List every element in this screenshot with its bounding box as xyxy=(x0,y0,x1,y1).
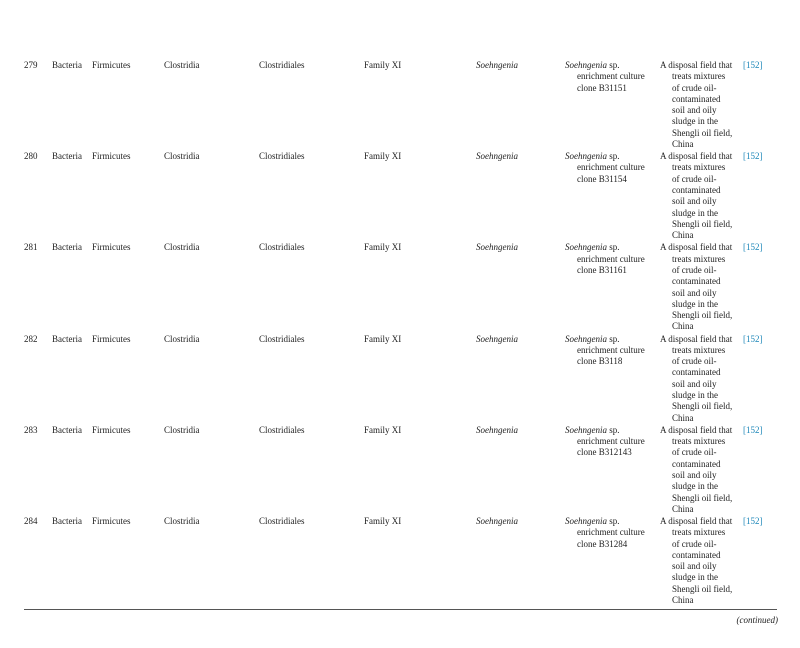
species-suffix: sp. xyxy=(607,424,620,435)
species-line xyxy=(565,151,645,162)
species-line xyxy=(565,242,645,253)
table-row xyxy=(0,242,800,332)
phylum-cell: Firmicutes xyxy=(92,424,131,435)
source-line: treats mixtures xyxy=(672,527,726,538)
source-line: of crude oil- xyxy=(672,447,717,458)
source-line: soil and oily xyxy=(672,287,717,298)
species-cell xyxy=(565,151,645,185)
species-suffix: sp. xyxy=(607,333,620,344)
order-cell: Clostridiales xyxy=(259,424,305,435)
species-line: clone B31161 xyxy=(577,264,627,275)
species-line: enrichment culture xyxy=(577,253,645,264)
source-line: contaminated xyxy=(672,458,721,469)
source-line: of crude oil- xyxy=(672,356,717,367)
source-cell xyxy=(660,60,740,150)
source-line: treats mixtures xyxy=(672,344,726,355)
source-line: Shengli oil field, xyxy=(672,310,733,321)
table-bottom-rule xyxy=(24,609,777,610)
species-genus: Soehngenia xyxy=(565,333,607,344)
species-genus: Soehngenia xyxy=(565,242,607,253)
species-genus: Soehngenia xyxy=(565,516,607,526)
genus-cell: Soehngenia xyxy=(476,60,518,70)
order-cell: Clostridiales xyxy=(259,60,305,70)
species-cell xyxy=(565,242,645,276)
source-line: sludge in the xyxy=(672,572,718,583)
class-cell: Clostridia xyxy=(164,151,200,162)
species-genus: Soehngenia xyxy=(565,424,607,435)
table-row xyxy=(0,60,800,150)
row-number: 281 xyxy=(24,242,38,253)
source-line: China xyxy=(672,503,694,514)
source-line: sludge in the xyxy=(672,207,718,218)
source-line: treats mixtures xyxy=(672,71,726,82)
source-line: treats mixtures xyxy=(672,162,726,173)
phylum-cell: Firmicutes xyxy=(92,60,131,70)
family-cell: Family XI xyxy=(364,242,402,253)
reference-link[interactable]: [152] xyxy=(743,333,763,344)
genus-cell: Soehngenia xyxy=(476,151,518,162)
source-line: contaminated xyxy=(672,276,721,287)
phylum-cell: Firmicutes xyxy=(92,242,131,253)
reference-link[interactable]: [152] xyxy=(743,424,763,435)
order-cell: Clostridiales xyxy=(259,242,305,253)
row-number: 283 xyxy=(24,424,38,435)
source-line: China xyxy=(672,230,694,241)
source-line: of crude oil- xyxy=(672,538,717,549)
continued-note: (continued) xyxy=(736,615,778,625)
row-number: 282 xyxy=(24,333,38,344)
order-cell: Clostridiales xyxy=(259,151,305,162)
species-line: clone B31151 xyxy=(577,82,627,93)
class-cell: Clostridia xyxy=(164,242,200,253)
species-line: enrichment culture xyxy=(577,162,645,173)
source-line: soil and oily xyxy=(672,469,717,480)
row-number: 280 xyxy=(24,151,38,162)
domain-cell: Bacteria xyxy=(52,424,82,435)
order-cell: Clostridiales xyxy=(259,516,305,526)
class-cell: Clostridia xyxy=(164,516,200,526)
source-line: sludge in the xyxy=(672,390,718,401)
reference-link[interactable]: [152] xyxy=(743,516,763,526)
reference-link[interactable]: [152] xyxy=(743,60,763,70)
table-row xyxy=(0,334,800,424)
domain-cell: Bacteria xyxy=(52,242,82,253)
source-line: China xyxy=(672,321,694,332)
species-line: enrichment culture xyxy=(577,344,645,355)
species-line xyxy=(565,60,645,71)
family-cell: Family XI xyxy=(364,151,402,162)
species-cell xyxy=(565,334,645,368)
source-line: soil and oily xyxy=(672,105,717,116)
family-cell: Family XI xyxy=(364,60,402,70)
source-line: of crude oil- xyxy=(672,264,717,275)
source-cell xyxy=(660,425,740,515)
source-line: A disposal field that xyxy=(660,151,733,162)
class-cell: Clostridia xyxy=(164,424,200,435)
source-line: Shengli oil field, xyxy=(672,127,733,138)
table-row xyxy=(0,516,800,606)
species-line: clone B31154 xyxy=(577,173,627,184)
source-line: A disposal field that xyxy=(660,333,733,344)
source-line: sludge in the xyxy=(672,116,718,127)
table-row xyxy=(0,425,800,515)
row-number: 284 xyxy=(24,516,38,526)
species-line: clone B31284 xyxy=(577,538,628,549)
source-line: China xyxy=(672,139,694,150)
reference-link[interactable]: [152] xyxy=(743,151,763,162)
source-line: Shengli oil field, xyxy=(672,401,733,412)
source-line: of crude oil- xyxy=(672,173,717,184)
source-line: soil and oily xyxy=(672,561,717,572)
source-line: A disposal field that xyxy=(660,424,733,435)
domain-cell: Bacteria xyxy=(52,60,82,70)
genus-cell: Soehngenia xyxy=(476,333,518,344)
family-cell: Family XI xyxy=(364,516,402,526)
species-suffix: sp. xyxy=(607,151,620,162)
family-cell: Family XI xyxy=(364,333,402,344)
source-line: sludge in the xyxy=(672,298,718,309)
species-line: enrichment culture xyxy=(577,71,645,82)
species-suffix: sp. xyxy=(607,242,620,253)
phylum-cell: Firmicutes xyxy=(92,516,131,526)
source-line: contaminated xyxy=(672,549,721,560)
species-line: clone B3118 xyxy=(577,356,623,367)
source-line: Shengli oil field, xyxy=(672,218,733,229)
phylum-cell: Firmicutes xyxy=(92,151,131,162)
species-line: enrichment culture xyxy=(577,436,645,447)
source-line: contaminated xyxy=(672,367,721,378)
order-cell: Clostridiales xyxy=(259,333,305,344)
family-cell: Family XI xyxy=(364,424,402,435)
species-line xyxy=(565,425,645,436)
domain-cell: Bacteria xyxy=(52,333,82,344)
source-line: A disposal field that xyxy=(660,242,733,253)
row-number: 279 xyxy=(24,60,38,70)
source-line: soil and oily xyxy=(672,378,717,389)
genus-cell: Soehngenia xyxy=(476,242,518,253)
species-line xyxy=(565,334,645,345)
source-line: soil and oily xyxy=(672,196,717,207)
species-cell xyxy=(565,425,645,459)
source-line: treats mixtures xyxy=(672,436,726,447)
reference-link[interactable]: [152] xyxy=(743,242,763,253)
species-suffix: sp. xyxy=(607,60,620,70)
source-line: sludge in the xyxy=(672,481,718,492)
species-cell xyxy=(565,516,645,550)
species-genus: Soehngenia xyxy=(565,151,607,162)
source-line: contaminated xyxy=(672,93,721,104)
domain-cell: Bacteria xyxy=(52,151,82,162)
species-genus: Soehngenia xyxy=(565,60,607,70)
domain-cell: Bacteria xyxy=(52,516,82,526)
source-line: A disposal field that xyxy=(660,516,733,526)
species-suffix: sp. xyxy=(607,516,620,526)
species-cell xyxy=(565,60,645,94)
genus-cell: Soehngenia xyxy=(476,424,518,435)
source-line: A disposal field that xyxy=(660,60,733,70)
source-line: treats mixtures xyxy=(672,253,726,264)
source-cell xyxy=(660,334,740,424)
class-cell: Clostridia xyxy=(164,333,200,344)
source-cell xyxy=(660,151,740,241)
source-line: contaminated xyxy=(672,185,721,196)
species-line xyxy=(565,516,645,527)
source-cell xyxy=(660,242,740,332)
source-cell xyxy=(660,516,740,606)
source-line: China xyxy=(672,412,694,423)
source-line: China xyxy=(672,595,694,606)
class-cell: Clostridia xyxy=(164,60,200,70)
table-row xyxy=(0,151,800,241)
species-line: clone B312143 xyxy=(577,447,632,458)
source-line: of crude oil- xyxy=(672,82,717,93)
genus-cell: Soehngenia xyxy=(476,516,518,526)
species-line: enrichment culture xyxy=(577,527,645,538)
source-line: Shengli oil field, xyxy=(672,492,733,503)
phylum-cell: Firmicutes xyxy=(92,333,131,344)
source-line: Shengli oil field, xyxy=(672,583,733,594)
